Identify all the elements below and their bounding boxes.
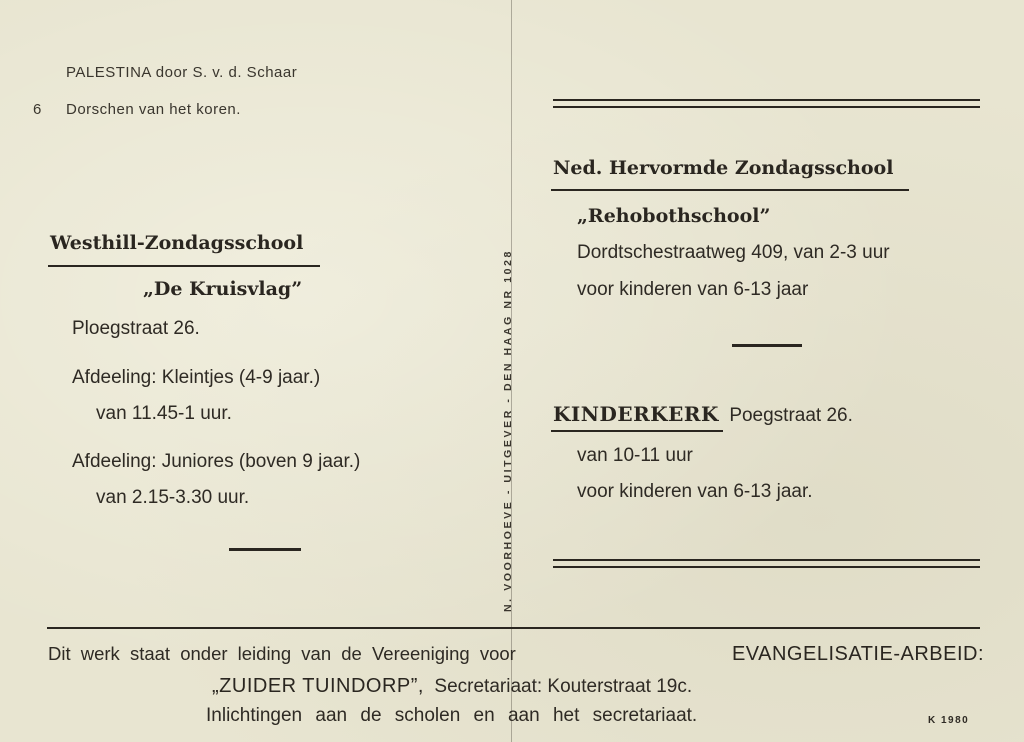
right-school-underline xyxy=(551,189,909,191)
left-school-subtitle: „De Kruisvlag” xyxy=(143,278,303,300)
print-code: K 1980 xyxy=(928,715,970,726)
right-line2: voor kinderen van 6-13 jaar xyxy=(577,279,809,300)
footer-rule xyxy=(47,627,980,629)
left-school-underline xyxy=(48,265,320,267)
card-number: 6 xyxy=(33,101,42,118)
kk-line2: voor kinderen van 6-13 jaar. xyxy=(577,481,813,502)
publisher-imprint: N. VOORHOEVE - UITGEVER - DEN HAAG NR 1028 xyxy=(502,249,514,612)
left-dept2-line2: van 2.15-3.30 uur. xyxy=(96,487,250,508)
right-top-rule-1 xyxy=(553,99,980,101)
right-bottom-rule-2 xyxy=(553,566,980,568)
series-title: PALESTINA door S. v. d. Schaar xyxy=(66,64,298,81)
right-line1: Dordtschestraatweg 409, van 2-3 uur xyxy=(577,242,890,263)
kinderkerk-underline xyxy=(551,430,723,432)
right-school-subtitle: „Rehobothschool” xyxy=(577,205,771,227)
picture-title: Dorschen van het koren. xyxy=(66,101,241,118)
footer-line-3: Inlichtingen aan de scholen en aan het secretariaat. xyxy=(206,705,698,726)
right-short-divider xyxy=(732,344,802,347)
kinderkerk-label: KINDERKERK xyxy=(553,402,719,426)
footer-line-2 xyxy=(212,675,692,698)
footer-line2-caps: „ZUIDER TUINDORP”, xyxy=(212,675,424,697)
right-bottom-rule-1 xyxy=(553,559,980,561)
left-short-divider xyxy=(229,548,301,551)
footer-line1-caps: EVANGELISATIE-ARBEID: xyxy=(731,643,984,665)
footer-line2-rest: Secretariaat: Kouterstraat 19c. xyxy=(434,676,693,697)
kinderkerk-heading xyxy=(553,402,853,427)
kk-line1: van 10-11 uur xyxy=(577,445,693,466)
left-dept2-line1: Afdeeling: Juniores (boven 9 jaar.) xyxy=(72,451,361,472)
footer-line-1 xyxy=(48,643,984,666)
left-dept1-line2: van 11.45-1 uur. xyxy=(96,403,232,424)
left-address: Ploegstraat 26. xyxy=(72,318,200,339)
footer-line1-prefix: Dit werk staat onder leiding van de Vereeniging voor xyxy=(48,643,516,664)
left-dept1-line1: Afdeeling: Kleintjes (4-9 jaar.) xyxy=(72,367,321,388)
right-school-name: Ned. Hervormde Zondagsschool xyxy=(553,157,894,179)
kinderkerk-address: Poegstraat 26. xyxy=(729,405,853,426)
right-top-rule-2 xyxy=(553,106,980,108)
left-school-name: Westhill-Zondagsschool xyxy=(50,232,304,254)
